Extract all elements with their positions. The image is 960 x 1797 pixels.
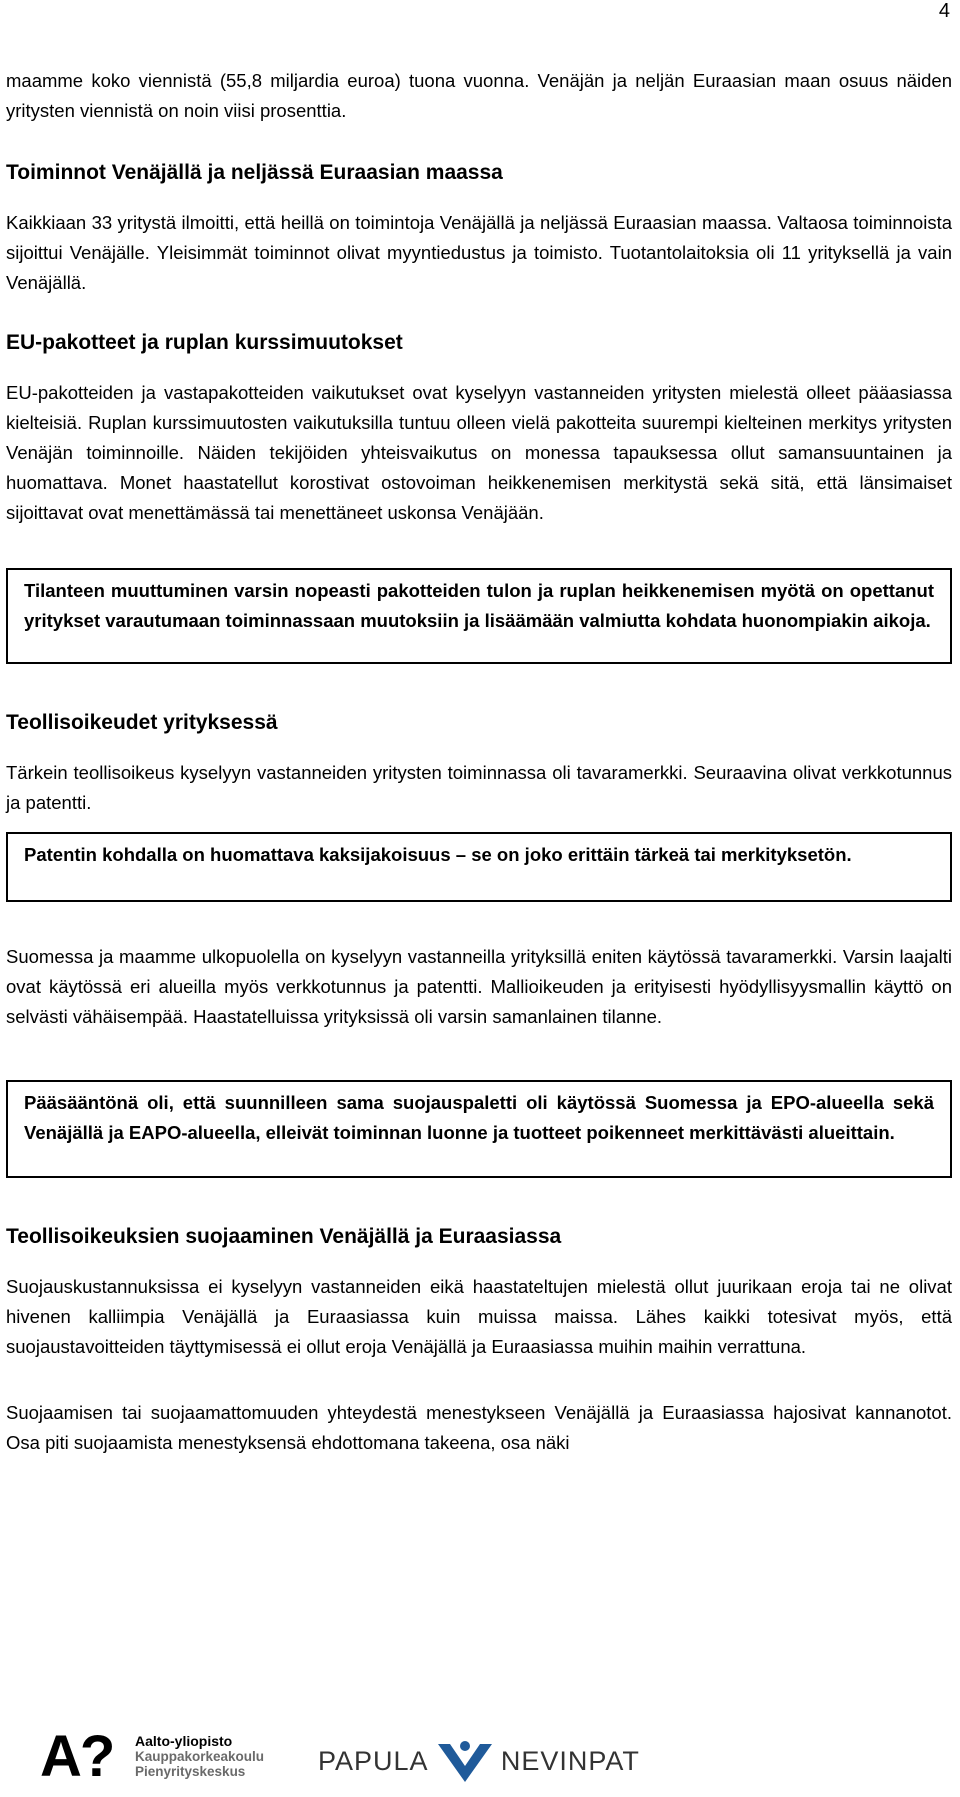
aalto-line-2: Kauppakorkeakoulu [135,1749,265,1764]
heading-sanctions [6,328,952,358]
highlight-box-1-text: Tilanteen muuttuminen varsin nopeasti pakotteiden tulon ja ruplan heikkenemisen myötä on opettanut yritykset varautumaan toiminnassaan muutoksiin ja lisäämään valmiutta kohdata huonompiakin aikoja. [24,580,934,631]
heading-ip-rights [6,708,952,738]
paragraph-1 [6,66,952,126]
heading-ip-rights-text: Teollisoikeudet yrityksessä [6,711,278,734]
aalto-logo [40,1724,280,1789]
paragraph-4 [6,758,952,818]
highlight-box-2 [6,832,952,902]
paragraph-6-text: Suojauskustannuksissa ei kyselyyn vastanneiden eikä haastateltujen mielestä ollut juurikaan eroja tai ne olivat hivenen kalliimpia Venäjällä ja Euraasiassa kuin muissa maissa. Lähes kaikki totesivat myös, että suojaustavoitteiden täyttymisessä ei ollut eroja Venäjällä ja Euraasiassa muihin maihin verrattuna. [6,1276,952,1357]
heading-sanctions-text: EU-pakotteet ja ruplan kurssimuutokset [6,331,403,354]
paragraph-7-text: Suojaamisen tai suojaamattomuuden yhteydestä menestykseen Venäjällä ja Euraasiassa hajosivat kannanotot. Osa piti suojaamista menestyksensä ehdottomana takeena, osa näki [6,1402,952,1453]
paragraph-1-text: maamme koko viennistä (55,8 miljardia euroa) tuona vuonna. Venäjän ja neljän Euraasian maan osuus näiden yritysten viennistä on noin viisi prosenttia. [6,70,952,121]
nevinpat-text: NEVINPAT [500,1746,640,1776]
paragraph-5 [6,942,952,1032]
heading-operations [6,158,952,188]
highlight-box-3 [6,1080,952,1178]
aalto-line-3: Pienyrityskeskus [135,1764,246,1779]
highlight-box-3-text: Pääsääntönä oli, että suunnilleen sama suojauspaletti oli käytössä Suomessa ja EPO-alueella sekä Venäjällä ja EAPO-alueella, elleivät toiminnan luonne ja tuotteet poikenneet merkittävästi alueittain. [24,1092,934,1143]
paragraph-5-text: Suomessa ja maamme ulkopuolella on kyselyyn vastanneilla yrityksillä eniten käytössä tavaramerkki. Varsin laajalti ovat käytössä eri alueilla myös verkkotunnus ja patentti. Mallioikeuden ja erityisesti hyödyllisyysmallin käyttö on selvästi vähäisempää. Haastatelluissa yrityksissä oli varsin samanlainen tilanne. [6,946,952,1027]
paragraph-3-text: EU-pakotteiden ja vastapakotteiden vaikutukset ovat kyselyyn vastanneiden yritysten mielestä olleet pääasiassa kielteisiä. Ruplan kurssimuutosten vaikutuksilla tuntuu olleen vielä pakotteita suurempi kielteinen merkitys yritysten Venäjän toiminnoille. Näiden tekijöiden yhteisvaikutus on monessa tapauksessa ollut samansuuntainen ja huomattava. Monet haastatellut korostivat ostovoiman heikkenemisen merkitystä sekä sitä, että länsimaiset sijoittavat ovat menettämässä tai menettäneet uskonsa Venäjään. [6,382,952,523]
papula-nevinpat-logo [318,1736,738,1786]
aalto-line-1: Aalto-yliopisto [135,1733,233,1749]
paragraph-6 [6,1272,952,1362]
paragraph-4-text: Tärkein teollisoikeus kyselyyn vastanneiden yritysten toiminnassa oli tavaramerkki. Seuraavina olivat verkkotunnus ja patentti. [6,762,952,813]
page-number: 4 [938,0,950,22]
aalto-text [135,1734,264,1779]
highlight-box-1 [6,568,952,664]
highlight-box-2-text: Patentin kohdalla on huomattava kaksijakoisuus – se on joko erittäin tärkeä tai merkityksetön. [24,844,852,865]
paragraph-7 [6,1398,952,1458]
paragraph-3 [6,378,952,528]
heading-operations-text: Toiminnot Venäjällä ja neljässä Euraasian maassa [6,161,503,184]
heading-protection [6,1222,952,1252]
aalto-mark: A? [40,1724,114,1789]
papula-text: PAPULA [318,1746,429,1776]
paragraph-2-text: Kaikkiaan 33 yritystä ilmoitti, että heillä on toimintoja Venäjällä ja neljässä Euraasian maassa. Valtaosa toiminnoista sijoittui Venäjälle. Yleisimmät toiminnot olivat myyntiedustus ja toimisto. Tuotantolaitoksia oli 11 yrityksellä ja vain Venäjällä. [6,212,952,293]
paragraph-2 [6,208,952,298]
papula-emblem-icon [434,1736,496,1786]
heading-protection-text: Teollisoikeuksien suojaaminen Venäjällä ja Euraasiassa [6,1225,562,1248]
